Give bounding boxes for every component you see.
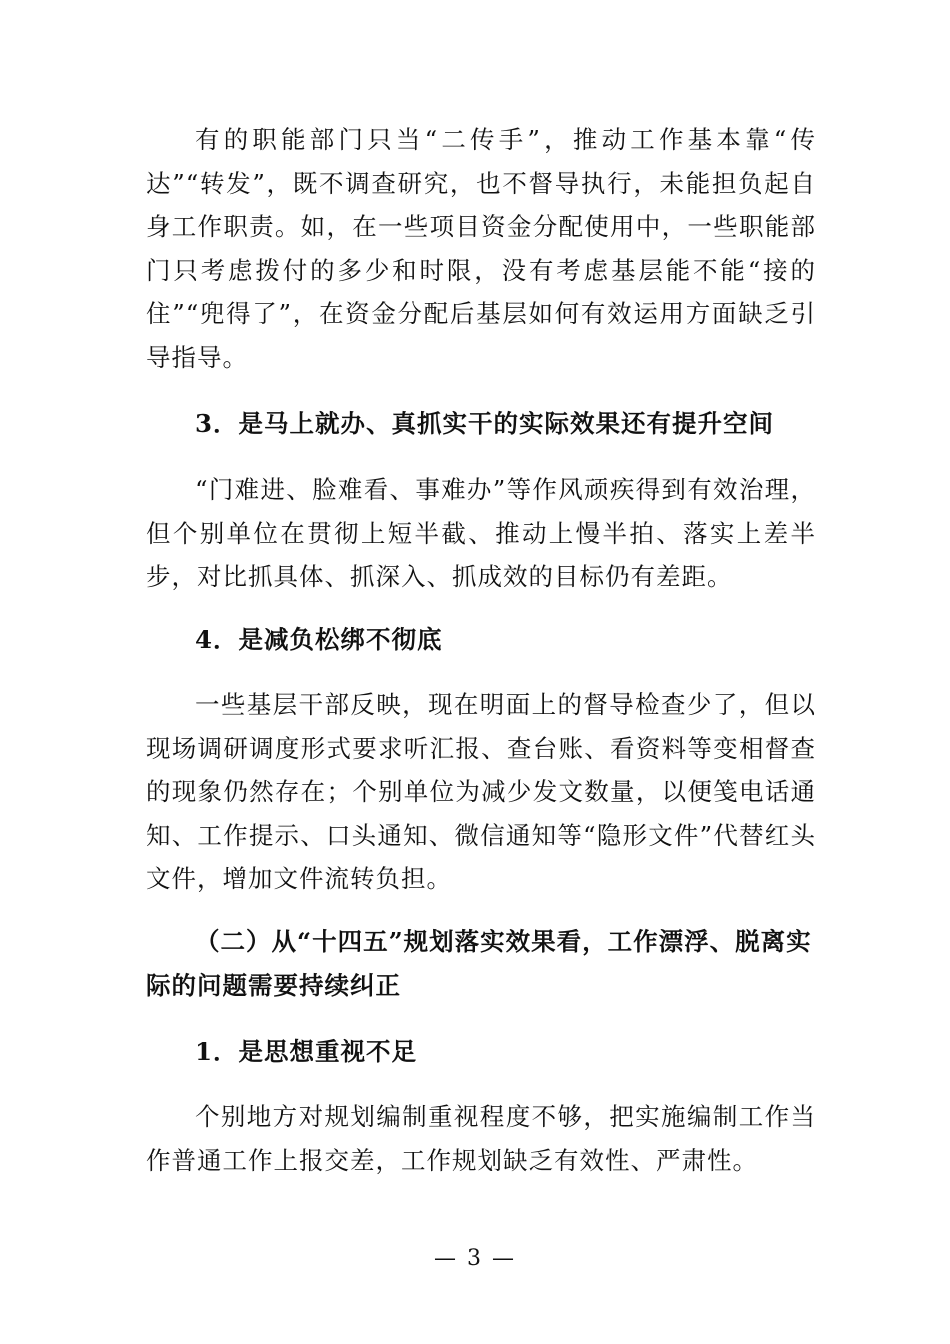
heading-3-efficiency: 3．是马上就办、真抓实干的实际效果还有提升空间 <box>195 409 775 438</box>
section-heading-2: （二）从“十四五”规划落实效果看，工作漂浮、脱离实际的问题需要持续纠正 <box>146 927 812 1000</box>
paragraph-duties: 有的职能部门只当“二传手”，推动工作基本靠“传达”“转发”，既不调查研究，也不督导执行，未能担负起自身工作职责。如，在一些项目资金分配使用中，一些职能部门只考虑拨付的多少和时限，没有考虑基层能不能“接的住”“兜得了”，在资金分配后基层如何有效运用方面缺乏引导指导。 <box>146 125 816 372</box>
paragraph-work-style: “门难进、脸难看、事难办”等作风顽疾得到有效治理，但个别单位在贯彻上短半截、推动上慢半拍、落实上差半步，对比抓具体、抓深入、抓成效的目标仍有差距。 <box>146 475 816 591</box>
paragraph-planning: 个别地方对规划编制重视程度不够，把实施编制工作当作普通工作上报交差，工作规划缺乏有效性、严肃性。 <box>146 1102 816 1175</box>
page-number: — 3 — <box>434 1246 516 1271</box>
heading-1-awareness: 1．是思想重视不足 <box>195 1037 418 1066</box>
heading-4-burden-reduction: 4．是减负松绑不彻底 <box>195 625 443 654</box>
paragraph-supervision: 一些基层干部反映，现在明面上的督导检查少了，但以现场调研调度形式要求听汇报、查台账、看资料等变相督查的现象仍然存在；个别单位为减少发文数量，以便笺电话通知、工作提示、口头通知、微信通知等“隐形文件”代替红头文件，增加文件流转负担。 <box>146 690 816 893</box>
